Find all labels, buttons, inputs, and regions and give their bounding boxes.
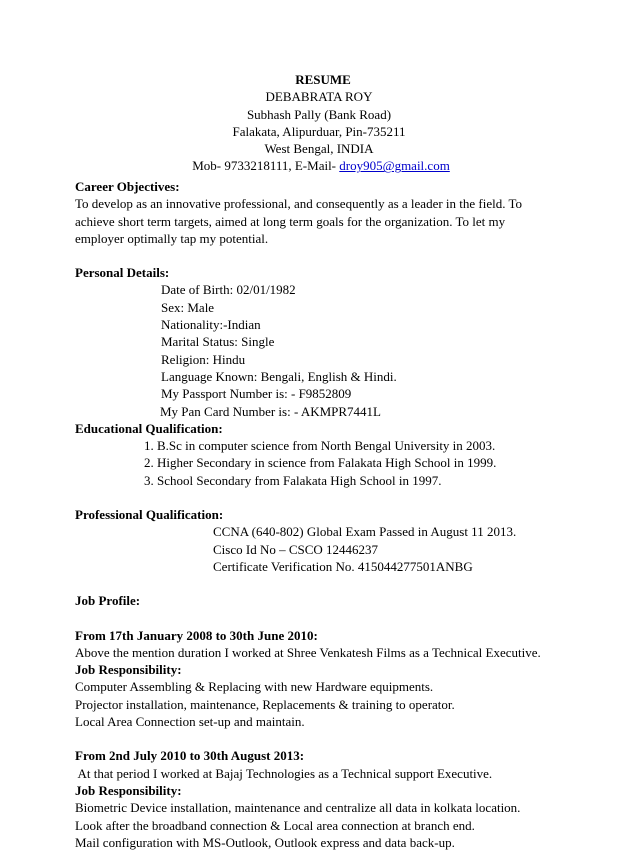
personal-detail-sex: Sex: Male xyxy=(161,299,215,315)
job-responsibility-heading: Job Responsibility: xyxy=(75,662,182,678)
job-responsibility-item: Local Area Connection set-up and maintain. xyxy=(75,714,305,730)
contact-line xyxy=(0,157,638,174)
job-responsibility-item: Projector installation, maintenance, Replacements & training to operator. xyxy=(75,696,455,712)
job-period: From 2nd July 2010 to 30th August 2013: xyxy=(75,748,305,764)
address-line-3: West Bengal, INDIA xyxy=(264,141,374,157)
professional-qualification-heading: Professional Qualification: xyxy=(75,507,224,523)
personal-detail-dob: Date of Birth: 02/01/1982 xyxy=(161,282,296,298)
candidate-name: DEBABRATA ROY xyxy=(265,89,373,105)
professional-qualification-item: Certificate Verification No. 415044277501ANBG xyxy=(213,558,473,574)
resume-title: RESUME xyxy=(295,72,351,87)
career-objectives-heading: Career Objectives: xyxy=(75,179,180,194)
resume-body xyxy=(75,178,555,851)
personal-detail-pan: My Pan Card Number is: - AKMPR7441L xyxy=(160,403,381,419)
personal-detail-passport: My Passport Number is: - F9852809 xyxy=(161,386,352,402)
personal-details-heading: Personal Details: xyxy=(75,265,170,281)
personal-detail-nationality: Nationality:-Indian xyxy=(161,317,261,333)
contact-text: Mob- 9733218111, E-Mail- xyxy=(192,158,340,174)
address-line-2: Falakata, Alipurduar, Pin-735211 xyxy=(232,123,406,139)
education-item: 2. Higher Secondary in science from Falakata High School in 1999. xyxy=(144,455,497,471)
job-summary: At that period I worked at Bajaj Technologies as a Technical support Executive. xyxy=(75,765,493,781)
personal-detail-religion: Religion: Hindu xyxy=(161,351,246,367)
personal-detail-languages: Language Known: Bengali, English & Hindi. xyxy=(161,368,397,384)
job-profile-heading: Job Profile: xyxy=(75,593,141,609)
email-link[interactable]: droy905@gmail.com xyxy=(339,158,450,174)
education-heading: Educational Qualification: xyxy=(75,420,223,436)
job-summary: Above the mention duration I worked at Shree Venkatesh Films as a Technical Executive. xyxy=(75,644,541,660)
personal-detail-marital-status: Marital Status: Single xyxy=(161,334,275,350)
professional-qualification-item: CCNA (640-802) Global Exam Passed in August 11 2013. xyxy=(213,524,517,540)
job-responsibility-item: Biometric Device installation, maintenance and centralize all data in kolkata location. xyxy=(75,800,521,816)
address-line-1: Subhash Pally (Bank Road) xyxy=(246,106,392,122)
resume-header xyxy=(0,71,638,175)
professional-qualification-item: Cisco Id No – CSCO 12446237 xyxy=(213,541,379,557)
career-objectives-text: To develop as an innovative professional, and consequently as a leader in the field. To achieve short term targets, aimed at long term goals for the organization. To let my employer optimally tap my potential. xyxy=(75,196,523,246)
job-responsibility-item: Computer Assembling & Replacing with new Hardware equipments. xyxy=(75,679,434,695)
job-responsibility-heading: Job Responsibility: xyxy=(75,782,182,798)
job-responsibility-item: Mail configuration with MS-Outlook, Outlook express and data back-up. xyxy=(75,834,455,850)
education-item: 1. B.Sc in computer science from North Bengal University in 2003. xyxy=(144,438,496,454)
education-item: 3. School Secondary from Falakata High School in 1997. xyxy=(144,472,442,488)
job-period: From 17th January 2008 to 30th June 2010: xyxy=(75,627,318,643)
job-responsibility-item: Look after the broadband connection & Local area connection at branch end. xyxy=(75,817,475,833)
